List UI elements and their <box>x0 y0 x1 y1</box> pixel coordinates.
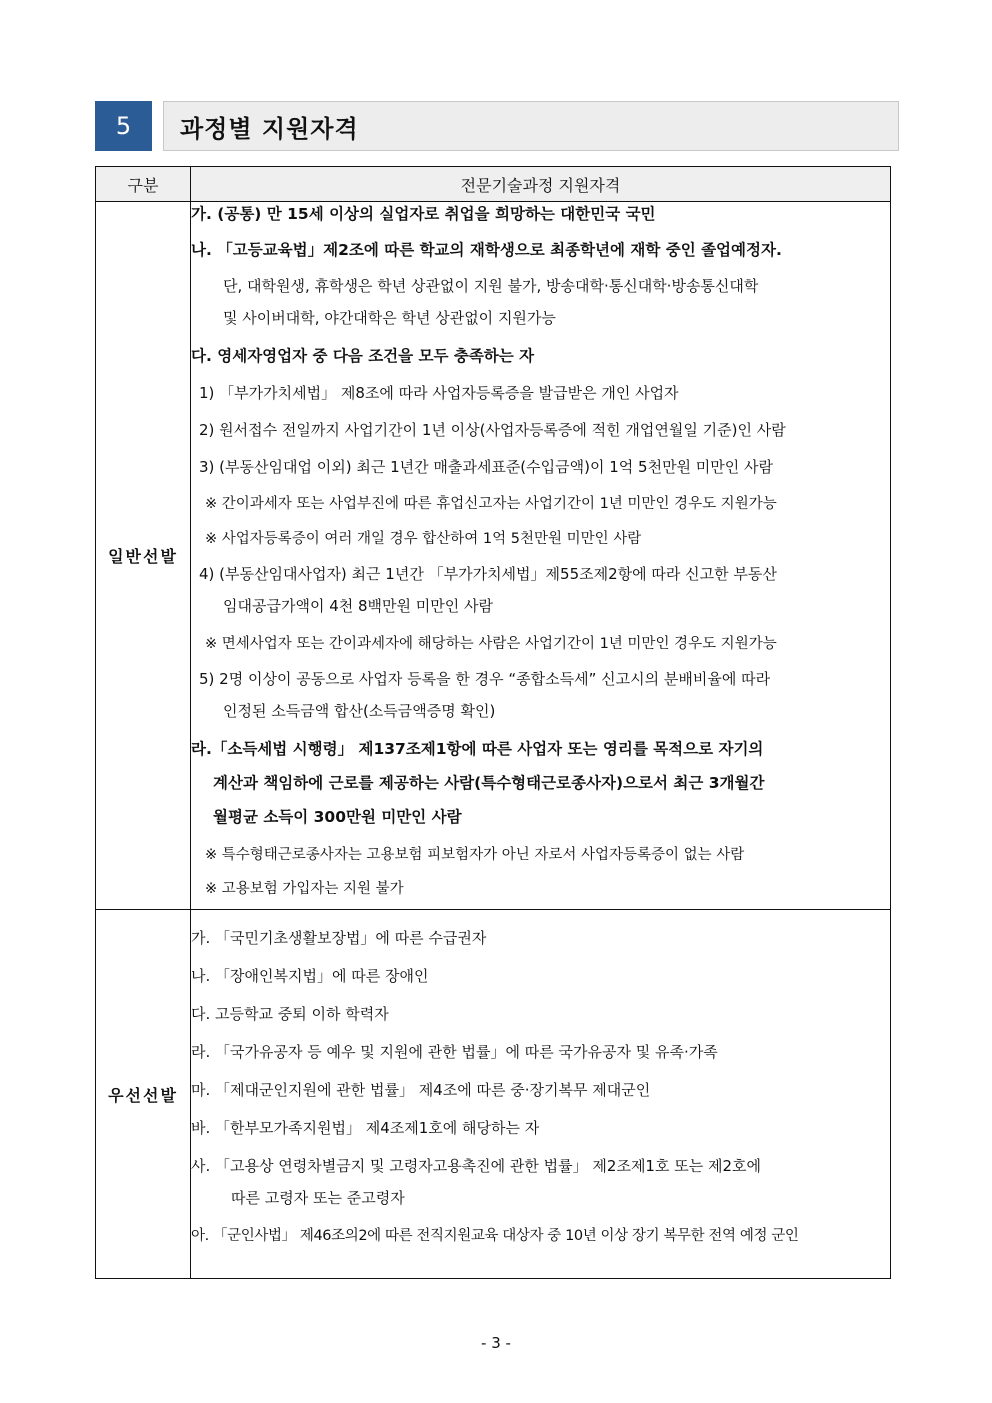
list-item: 나. 「장애인복지법」에 따른 장애인 <box>191 967 429 985</box>
list-item: 5) 2명 이상이 공동으로 사업자 등록을 한 경우 “종합소득세” 신고시의 분배비율에 따라 <box>199 670 771 688</box>
eligibility-table <box>95 166 891 1279</box>
list-item: ※ 간이과세자 또는 사업부진에 따른 휴업신고자는 사업기간이 1년 미만인 경우도 지원가능 <box>205 496 777 512</box>
section-title: 과정별 지원자격 <box>180 114 359 143</box>
list-item: 4) (부동산임대사업자) 최근 1년간 「부가가치세법」제55조제2항에 따라 신고한 부동산 <box>199 565 777 583</box>
priority-row <box>96 910 891 1279</box>
list-item: ※ 사업자등록증이 여러 개일 경우 합산하여 1억 5천만원 미만인 사람 <box>205 531 642 547</box>
section-number: 5 <box>95 101 152 151</box>
list-item: 아. 「군인사법」 제46조의2에 따른 전직지원교육 대상자 중 10년 이상 장기 복무한 전역 예정 군인 <box>191 1228 799 1244</box>
list-item: 나. 「고등교육법」제2조에 따른 학교의 재학생으로 최종학년에 재학 중인 졸업예정자. <box>191 241 782 259</box>
section-title-box <box>163 101 899 151</box>
list-item: 라.「소득세법 시행령」 제137조제1항에 따른 사업자 또는 영리를 목적으로 자기의 <box>191 740 764 758</box>
list-item: 따른 고령자 또는 준고령자 <box>231 1189 405 1207</box>
general-label: 일반선발 <box>96 202 191 910</box>
list-item: 인정된 소득금액 합산(소득금액증명 확인) <box>223 702 496 720</box>
list-item: 단, 대학원생, 휴학생은 학년 상관없이 지원 불가, 방송대학·통신대학·방송통신대학 <box>223 277 759 295</box>
list-item: 월평균 소득이 300만원 미만인 사람 <box>213 808 462 826</box>
list-item: 3) (부동산임대업 이외) 최근 1년간 매출과세표준(수입금액)이 1억 5천만원 미만인 사람 <box>199 458 774 476</box>
priority-content <box>191 910 891 1279</box>
list-item: ※ 고용보험 가입자는 지원 불가 <box>205 881 404 897</box>
list-item: 2) 원서접수 전일까지 사업기간이 1년 이상(사업자등록증에 적힌 개업연월일 기준)인 사람 <box>199 421 786 439</box>
list-item: 라. 「국가유공자 등 예우 및 지원에 관한 법률」에 따른 국가유공자 및 유족·가족 <box>191 1043 718 1061</box>
general-row <box>96 202 891 910</box>
section-header <box>95 101 899 151</box>
table-header-row <box>96 167 891 202</box>
general-content <box>191 202 891 910</box>
list-item: 마. 「제대군인지원에 관한 법률」 제4조에 따른 중·장기복무 제대군인 <box>191 1081 651 1099</box>
list-item: ※ 특수형태근로종사자는 고용보험 피보험자가 아닌 자로서 사업자등록증이 없는 사람 <box>205 847 745 863</box>
list-item: 사. 「고용상 연령차별금지 및 고령자고용촉진에 관한 법률」 제2조제1호 또는 제2호에 <box>191 1157 761 1175</box>
list-item: 가. 「국민기초생활보장법」에 따른 수급권자 <box>191 929 487 947</box>
list-item: 바. 「한부모가족지원법」 제4조제1호에 해당하는 자 <box>191 1119 540 1137</box>
list-item: 임대공급가액이 4천 8백만원 미만인 사람 <box>223 597 494 615</box>
list-item: 다. 영세자영업자 중 다음 조건을 모두 충족하는 자 <box>191 347 535 365</box>
list-item: 가. (공통) 만 15세 이상의 실업자로 취업을 희망하는 대한민국 국민 <box>191 205 656 223</box>
priority-label: 우선선발 <box>96 910 191 1279</box>
list-item: ※ 면세사업자 또는 간이과세자에 해당하는 사람은 사업기간이 1년 미만인 경우도 지원가능 <box>205 636 777 652</box>
page-number: - 3 - <box>481 1334 511 1352</box>
header-category: 구분 <box>96 167 191 202</box>
list-item: 계산과 책임하에 근로를 제공하는 사람(특수형태근로종사자)으로서 최근 3개월간 <box>213 774 765 792</box>
list-item: 1) 「부가가치세법」 제8조에 따라 사업자등록증을 발급받은 개인 사업자 <box>199 384 679 402</box>
list-item: 다. 고등학교 중퇴 이하 학력자 <box>191 1005 389 1023</box>
header-eligibility: 전문기술과정 지원자격 <box>191 167 891 202</box>
list-item: 및 사이버대학, 야간대학은 학년 상관없이 지원가능 <box>223 309 556 327</box>
